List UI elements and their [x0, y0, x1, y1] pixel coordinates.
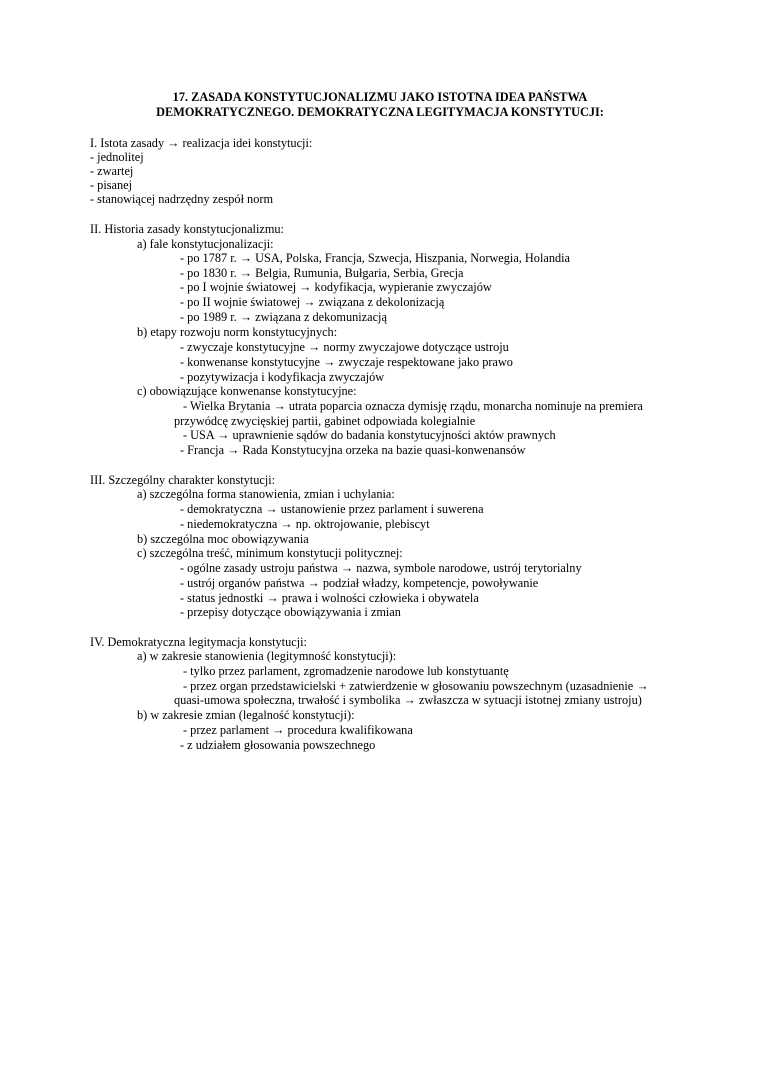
- section-3-a-item: - demokratyczna → ustanowienie przez parlament i suwerena: [180, 502, 484, 516]
- section-2-a-item: - po 1830 r. → Belgia, Rumunia, Bułgaria, Serbia, Grecja: [180, 266, 464, 280]
- section-3-c-item: - status jednostki → prawa i wolności człowieka i obywatela: [180, 591, 479, 605]
- section-3-b-label: b) szczególna moc obowiązywania: [137, 532, 309, 546]
- section-1-item: - zwartej: [90, 164, 134, 178]
- section-2-a-label: a) fale konstytucjonalizacji:: [137, 237, 274, 251]
- document-title-line-2: DEMOKRATYCZNEGO. DEMOKRATYCZNA LEGITYMACJA KONSTYTUCJI:: [156, 105, 604, 119]
- section-2-a-item: - po I wojnie światowej → kodyfikacja, wypieranie zwyczajów: [180, 280, 492, 294]
- section-2-a-item: - po II wojnie światowej → związana z dekolonizacją: [180, 295, 445, 309]
- section-3-a-item: - niedemokratyczna → np. oktrojowanie, plebiscyt: [180, 517, 430, 531]
- section-2-c-item: - Wielka Brytania → utrata poparcia oznacza dymisję rządu, monarcha nominuje na premiera: [183, 399, 643, 413]
- section-3-c-item: - przepisy dotyczące obowiązywania i zmian: [180, 605, 401, 619]
- section-2-a-item: - po 1787 r. → USA, Polska, Francja, Szwecja, Hiszpania, Norwegia, Holandia: [180, 251, 570, 265]
- section-3-c-label: c) szczególna treść, minimum konstytucji politycznej:: [137, 546, 403, 560]
- section-2-heading: II. Historia zasady konstytucjonalizmu:: [90, 222, 284, 236]
- section-2-c-label: c) obowiązujące konwenanse konstytucyjne:: [137, 384, 357, 398]
- section-2-b-item: - pozytywizacja i kodyfikacja zwyczajów: [180, 370, 385, 384]
- section-4-a-label: a) w zakresie stanowienia (legitymność konstytucji):: [137, 649, 397, 663]
- section-2-c-item: - USA → uprawnienie sądów do badania konstytucyjności aktów prawnych: [183, 428, 556, 442]
- section-4-a-item: - tylko przez parlament, zgromadzenie narodowe lub konstytuantę: [183, 664, 509, 678]
- section-2-b-item: - konwenanse konstytucyjne → zwyczaje respektowane jako prawo: [180, 355, 513, 369]
- section-3-c-item: - ogólne zasady ustroju państwa → nazwa, symbole narodowe, ustrój terytorialny: [180, 561, 582, 575]
- section-2-b-item: - zwyczaje konstytucyjne → normy zwyczajowe dotyczące ustroju: [180, 340, 509, 354]
- section-1-heading: I. Istota zasady → realizacja idei konstytucji:: [90, 136, 313, 150]
- section-2-c-item-continuation: przywódcę zwycięskiej partii, gabinet odpowiada kolegialnie: [174, 414, 476, 428]
- section-4-b-item: - przez parlament → procedura kwalifikowana: [183, 723, 413, 737]
- section-4-a-item: - przez organ przedstawicielski + zatwierdzenie w głosowaniu powszechnym (uzasadnienie →: [183, 679, 649, 693]
- section-2-a-item: - po 1989 r. → związana z dekomunizacją: [180, 310, 387, 324]
- section-1-item: - pisanej: [90, 178, 133, 192]
- section-3-c-item: - ustrój organów państwa → podział władzy, kompetencje, powoływanie: [180, 576, 539, 590]
- section-2-b-label: b) etapy rozwoju norm konstytucyjnych:: [137, 325, 338, 339]
- section-2-c-item: - Francja → Rada Konstytucyjna orzeka na bazie quasi-konwenansów: [180, 443, 526, 457]
- section-1-item: - jednolitej: [90, 150, 144, 164]
- section-4-b-item: - z udziałem głosowania powszechnego: [180, 738, 376, 752]
- section-4-a-item-continuation: quasi-umowa społeczna, trwałość i symbolika → zwłaszcza w sytuacji istotnej zmiany ustroju): [174, 693, 642, 707]
- section-4-heading: IV. Demokratyczna legitymacja konstytucji:: [90, 635, 307, 649]
- section-1-item: - stanowiącej nadrzędny zespół norm: [90, 192, 274, 206]
- document-title-line-1: 17. ZASADA KONSTYTUCJONALIZMU JAKO ISTOTNA IDEA PAŃSTWA: [172, 90, 588, 104]
- section-4-b-label: b) w zakresie zmian (legalność konstytucji):: [137, 708, 355, 722]
- section-3-a-label: a) szczególna forma stanowienia, zmian i uchylania:: [137, 487, 395, 501]
- section-3-heading: III. Szczególny charakter konstytucji:: [90, 473, 276, 487]
